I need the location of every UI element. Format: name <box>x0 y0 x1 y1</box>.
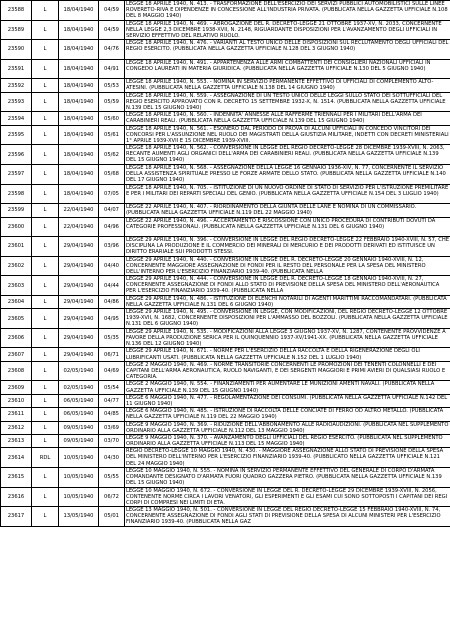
act-description: LEGGE 10 MAGGIO 1940, N. 672. - CONVERSIONE IN LEGGE DEL R. DECRETO-LEGGE 29 DICEMBRE 1939-XVIII, N. 2056, CONTENENTE NORME CIRCA I LAVORI VENATORI, GLI ESPERIMENTI E GLI ESAMI CUI SONO SOTTOPOSTI I CAPITANI DEI REGI CORPI DI COMPRESI NEI LIMITI DI ETA. <box>125 487 450 507</box>
act-code: 05/61 <box>99 125 125 145</box>
act-code: 03/69 <box>99 421 125 434</box>
act-type: L <box>32 40 59 60</box>
act-description: LEGGE 29 APRILE 1940, N. 486. - ISTITUZIONE DI ELENCHI NOTARILI DI AGENTI MARITTIMI RACCOMANDATARI. (PUBBLICATA NELLA GAZZETTA UFFICIALE N.131 DEL 6 GIUGNO 1940) <box>125 295 450 308</box>
act-description: LEGGE 22 APRILE 1940, N. 496. - ACCERTAMENTO E RISCOSSIONE CON UNICO PROCEDURA DI CONTRIBUTI DOVUTI DA CATEGORIE PROFESSIONALI. (PUBBLICATA NELLA GAZZETTA UFFICIALE N.131 DEL 6 GIUGNO 1940) <box>125 217 450 237</box>
act-code: 05/35 <box>99 328 125 348</box>
act-description: LEGGE 29 APRILE 1940, N. 535. - MODIFICAZIONI ALLA LEGGE 3 GIUGNO 1937-XV, N. 1287, CONTENENTE PROVVIDENZE A FAVORE DELLA PRODUZIONE SERICA PER IL QUINQUENNIO 1937-XV/1941-XX. (PUBBLICATA NELLA GAZZETTA UFFICIALE N.136 DEL 12 GIUGNO 1940) <box>125 328 450 348</box>
table-row <box>1 92 450 112</box>
entry-number: 23611 <box>1 408 32 421</box>
act-type: L <box>32 361 59 381</box>
act-code: 04/95 <box>99 309 125 329</box>
act-code: 04/91 <box>99 59 125 79</box>
act-type: L <box>32 92 59 112</box>
act-description: LEGGE 18 APRILE 1940, N. 568. - ASSEGNAZIONE DELLA LEGGE 16 GENNAIO 1936-XIV, N. 77, CONCERNENTE IL SERVIZIO DELLA ASSISTENZA SPIRITUALE PRESSO LE FORZE ARMATE DELLO STATO. (PUBBLICATA NELLA GAZZETTA UFFICIALE N.140 DEL 17 GIUGNO 1940) <box>125 164 450 184</box>
table-row <box>1 408 450 421</box>
table-row <box>1 184 450 204</box>
act-date: 18/04/1940 <box>59 125 99 145</box>
act-type: L <box>32 256 59 276</box>
act-description: LEGGE 22 APRILE 1940, N. 407. - RIORDINAMENTO DELLA GIUNTA DELLE LANE E NOMINA DI UN COMMISSARIO. (PUBBLICATA NELLA GAZZETTA UFFICIALE N.119 DEL 22 MAGGIO 1940) <box>125 204 450 217</box>
act-type: L <box>32 20 59 40</box>
entry-number: 23595 <box>1 125 32 145</box>
act-type: L <box>32 145 59 165</box>
act-code: 04/07 <box>99 204 125 217</box>
act-description: LEGGE 6 MAGGIO 1940, N. 485. - ISTRUZIONE DI RACCOLTA DELLE CONCIATE DI FERRO OD ALTRO METALLO. (PUBBLICATA NELLA GAZZETTA UFFICIALE N.119 DEL 22 MAGGIO 1940) <box>125 408 450 421</box>
act-type: L <box>32 79 59 92</box>
act-code: 07/05 <box>99 184 125 204</box>
act-type: L <box>32 507 59 527</box>
act-type: L <box>32 421 59 434</box>
act-code: 04/44 <box>99 276 125 296</box>
act-type: L <box>32 468 59 488</box>
act-description: LEGGE 10 MAGGIO 1940, N. 555. - NOMINA IN SERVIZIO PERMANENTE EFFETTIVO DEL GENERALE DI CORPO D'ARMATA COMANDANTE DESIGNATO D'ARMATA FUORI QUADRO GAZZERA PIETRO. (PUBBLICATA NELLA GAZZETTA UFFICIALE N.139 DEL 15 GIUGNO 1940) <box>125 468 450 488</box>
entry-number: 23600 <box>1 217 32 237</box>
entry-number: 23593 <box>1 92 32 112</box>
act-code: 06/71 <box>99 348 125 361</box>
act-type: L <box>32 276 59 296</box>
act-date: 29/04/1940 <box>59 295 99 308</box>
table-row <box>1 1 450 21</box>
act-type: L <box>32 164 59 184</box>
act-code: 05/59 <box>99 92 125 112</box>
act-description: LEGGE 29 APRILE 1940, N. 671. - NORME PER L'ESERCIZIO DELLA RACCOLTA E DELLA RIGENERAZIONE DEGLI OLI LUBRIFICANTI USATI. (PUBBLICATA NELLA GAZZETTA UFFICIALE N.152 DEL 1 LUGLIO 1940) <box>125 348 450 361</box>
act-description: LEGGE 18 APRILE 1940, N. 705. - ISTITUZIONE DI UN NUOVO ORDINE DI STATO DI SERVIZIO PER L'ISTRUZIONE PREMILITARE E PER I MILITARI DEI REPARTI SPECIALI DEL GENIO. (PUBBLICATA NELLA GAZZETTA UFFICIALE N.154 DEL 3 LUGLIO 1940) <box>125 184 450 204</box>
table-row <box>1 507 450 527</box>
act-code: 04/96 <box>99 217 125 237</box>
act-type: L <box>32 328 59 348</box>
act-description: LEGGE 18 APRILE 1940, N. 562. - CONVERSIONE IN LEGGE DEL REGIO DECRETO-LEGGE 28 DICEMBRE 1939-XVIII, N. 2063, RECANTE AUMENTI AGLI ORGANICI DELL'ARMA DEI CARABINIERI REALI. (PUBBLICATA NELLA GAZZETTA UFFICIALE N.139 DEL 15 GIUGNO 1940) <box>125 145 450 165</box>
entry-number: 23610 <box>1 394 32 407</box>
table-row <box>1 217 450 237</box>
entry-number: 23608 <box>1 361 32 381</box>
act-date: 09/05/1940 <box>59 421 99 434</box>
act-description: LEGGE 18 APRILE 1940, N. 413. - TRASFORMAZIONE DELL'ESERCIZIO DEI SERVIZI PUBBLICI AUTOMOBILISTICI SULLE LINEE ROVERETO-RIVA E DIPENDENZE IN CONCESSIONE ALL'INDUSTRIA PRIVATA. (PUBBLICATA NELLA GAZZETTA UFFICIALE N.108 DEL 8 MAGGIO 1940) <box>125 1 450 21</box>
entry-number: 23599 <box>1 204 32 217</box>
table-row <box>1 237 450 257</box>
act-date: 18/04/1940 <box>59 112 99 125</box>
act-date: 10/05/1940 <box>59 448 99 468</box>
entry-number: 23596 <box>1 145 32 165</box>
act-code: 04/77 <box>99 394 125 407</box>
act-type: L <box>32 237 59 257</box>
entry-number: 23590 <box>1 40 32 60</box>
act-description: LEGGE 29 APRILE 1940, N. 396. - CONVERSIONE IN LEGGE DEL REGIO DECRETO-LEGGE 22 FEBBRAIO 1940-XVIII, N. 57, CHE DISCIPLINA LA PRODUZIONE E IL COMMERCIO DEI MINERALI DI MERCURIO E DEI PRODOTTI DERIVATI ED ISTITUISCE UN DIRITTO ERARIALE SUI PRODOTTI STESSI. <box>126 237 450 256</box>
act-type: L <box>32 59 59 79</box>
entry-number: 23616 <box>1 487 32 507</box>
entry-number: 23605 <box>1 309 32 329</box>
table-row <box>1 448 450 468</box>
entry-number: 23613 <box>1 435 32 448</box>
act-type: L <box>32 295 59 308</box>
act-type: L <box>32 309 59 329</box>
table-row <box>1 204 450 217</box>
act-code: 03/70 <box>99 435 125 448</box>
act-type: L <box>32 435 59 448</box>
act-date: 18/04/1940 <box>59 40 99 60</box>
table-row <box>1 435 450 448</box>
table-row <box>1 164 450 184</box>
table-row <box>1 361 450 381</box>
act-code: 04/85 <box>99 408 125 421</box>
table-row <box>1 394 450 407</box>
act-type: L <box>32 217 59 237</box>
act-description: LEGGE 18 APRILE 1940, N. 476. - VARIANTI AL TESTO UNICO DELLE DISPOSIZIONI SUL RECLUTAMENTO DEGLI UFFICIALI DEL REGIO ESERCITO. (PUBBLICATA NELLA GAZZETTA UFFICIALE N.128 DEL 3 GIUGNO 1940) <box>125 40 450 60</box>
entry-number: 23601 <box>1 237 32 257</box>
act-type: L <box>32 1 59 21</box>
act-code: 04/76 <box>99 40 125 60</box>
act-date: 29/04/1940 <box>59 309 99 329</box>
table-row <box>1 309 450 329</box>
act-type: L <box>32 184 59 204</box>
act-code: 05/62 <box>99 145 125 165</box>
act-code: 04/59 <box>99 20 125 40</box>
act-date: 13/05/1940 <box>59 507 99 527</box>
entry-number: 23612 <box>1 421 32 434</box>
table-row <box>1 468 450 488</box>
act-date: 18/04/1940 <box>59 79 99 92</box>
table-row <box>1 487 450 507</box>
act-description: LEGGE 6 MAGGIO 1940, N. 477. - REGOLAMENTAZIONE DEI CONSUMI. (PUBBLICATA NELLA GAZZETTA UFFICIALE N.142 DEL 11 GIUGNO 1940) <box>125 394 450 407</box>
entry-number: 23609 <box>1 381 32 394</box>
table-row <box>1 348 450 361</box>
table-row <box>1 145 450 165</box>
act-type: L <box>32 487 59 507</box>
act-date: 18/04/1940 <box>59 92 99 112</box>
act-description: LEGGE 29 APRILE 1940, N. 440. - CONVERSIONE IN LEGGE DEL R. DECRETO-LEGGE 20 GENNAIO 1940-XVIII, N. 12, CONCERNENTE MAGGIORE ASSEGNAZIONE DI FONDI PER IL RESTO DEL PERSONALE PER LA SPESA DEL MINISTERO DELL'INTERNO PER L'ESERCIZIO FINANZIARIO 1939-40. (PUBBLICATA NELLA <box>125 256 450 276</box>
act-date: 18/04/1940 <box>59 20 99 40</box>
act-date: 18/04/1940 <box>59 145 99 165</box>
act-date: 29/04/1940 <box>59 256 99 276</box>
act-code: 06/72 <box>99 487 125 507</box>
entry-number: 23597 <box>1 164 32 184</box>
entry-number: 23594 <box>1 112 32 125</box>
act-type: L <box>32 408 59 421</box>
act-description: LEGGE 2 MAGGIO 1940, N. 554. - FINANZIAMENTI PER AUMENTARE LE MUNIZIONI AMENTI NAVALI. (PUBBLICATA NELLA GAZZETTA UFFICIALE N.139 DEL 15 GIUGNO 1940) <box>125 381 450 394</box>
act-code: 05/60 <box>99 112 125 125</box>
act-description: LEGGE 2 MAGGIO 1940, N. 469. - NORME TRANSITORIE CONCERNENTI LE PROMOZIONI DEI TENENTI COLONNELLI E DEI CAPITANI DELL'ARMA AERONAUTICA, RUOLO NAVIGANTI, E DEI SERGENTI MAGGIORI E PRIMI AVIERI DI QUALSIASI RUOLO E CATEGORIA. <box>125 361 450 381</box>
table-row <box>1 381 450 394</box>
act-date: 10/05/1940 <box>59 468 99 488</box>
act-code: 05/54 <box>99 381 125 394</box>
table-row <box>1 40 450 60</box>
act-date: 22/04/1940 <box>59 204 99 217</box>
act-date: 10/05/1940 <box>59 487 99 507</box>
act-description: LEGGE 18 APRILE 1940, N. 559. - ASSEGNAZIONE DI UN TESTO UNICO DELLE LEGGI SULLO STATO DEI SOTTUFFICIALI DEL REGIO ESERCITO APPROVATO CON R. DECRETO 15 SETTEMBRE 1932-X, N. 1514. (PUBBLICATA NELLA GAZZETTA UFFICIALE N.139 DEL 15 GIUGNO 1940) <box>125 92 450 112</box>
entry-number: 23588 <box>1 1 32 21</box>
act-description: LEGGE 18 APRILE 1940, N. 561. - ESONERO DAL PERIODO DI PROVA DI ALCUNI UFFICIALI IN CONCEDO VINCITORI DEI CONCORSI PER L'ASSUNZIONE NEL RUOLO DEI MAGISTRATI DELLA GIUSTIZIA MILITARE, INDETTI CON DECRETI MINISTERIALI 1° APRILE 1939-XVII E 15 DICEMBRE 1939-XVIII. <box>126 125 449 144</box>
table-row <box>1 295 450 308</box>
act-date: 06/05/1940 <box>59 394 99 407</box>
entry-number: 23615 <box>1 468 32 488</box>
legislation-rows <box>1 1 450 527</box>
act-type: L <box>32 125 59 145</box>
act-date: 18/04/1940 <box>59 184 99 204</box>
act-date: 09/05/1940 <box>59 435 99 448</box>
table-row <box>1 276 450 296</box>
act-date: 29/04/1940 <box>59 348 99 361</box>
act-code: 05/55 <box>99 468 125 488</box>
table-row <box>1 20 450 40</box>
entry-number: 23606 <box>1 328 32 348</box>
entry-number: 23602 <box>1 256 32 276</box>
act-description: REGIO DECRETO-LEGGE 10 MAGGIO 1940, N. 430. - MAGGIORE ASSEGNAZIONE ALLO STATO DI PREVISIONE DELLA SPESA DEL MINISTERO DELL'INTERNO PER L'ESERCIZIO FINANZIARIO 1939-40. (PUBBLICATO NELLA GAZZETTA UFFICIALE N.121 DEL 24 MAGGIO 1940) <box>125 448 450 468</box>
act-code: 04/69 <box>99 361 125 381</box>
entry-number: 23603 <box>1 276 32 296</box>
act-type: L <box>32 204 59 217</box>
act-description: LEGGE 29 APRILE 1940, N. 495. - CONVERSIONE IN LEGGE, CON MODIFICAZIONI, DEL REGIO DECRETO-LEGGE 12 OTTOBRE 1939-XVII, N. 1682, CONCERNENTE DISPOSIZIONI PER L'AMMASSO DEL BOZZOLI. (PUBBLICATA NELLA GAZZETTA UFFICIALE N.131 DEL 6 GIUGNO 1940) <box>125 309 450 329</box>
act-code: 05/01 <box>99 507 125 527</box>
act-date: 29/04/1940 <box>59 276 99 296</box>
table-row <box>1 79 450 92</box>
entry-number: 23598 <box>1 184 32 204</box>
act-code: 05/53 <box>99 79 125 92</box>
act-type: L <box>32 381 59 394</box>
entry-number: 23592 <box>1 79 32 92</box>
act-code: 03/96 <box>99 237 125 257</box>
act-description: LEGGE 9 MAGGIO 1940, N. 370. - AVANZAMENTO DEGLI UFFICIALI DEL REGIO ESERCITO. (PUBBLICATA NEL SUPPLEMENTO ORDINARIO ALLA GAZZETTA UFFICIALE N.113 DEL 15 MAGGIO 1940) <box>125 435 450 448</box>
act-description: LEGGE 18 APRILE 1940, N. 469. - ABROGAZIONE DEL R. DECRETO-LEGGE 21 OTTOBRE 1937-XV, N. 2033, CONCERNENTE NELLA LEGGE 2,3 DICEMBRE 1938-XVII, N. 2148, RIGUARDANTE DISPOSIZIONI PER L'AVANZAMENTO DEGLI UFFICIALI IN SERVIZIO EFFETTIVO DEL RELATIVO RUOLO. <box>125 20 450 40</box>
table-row <box>1 328 450 348</box>
act-date: 18/04/1940 <box>59 164 99 184</box>
act-description: LEGGE 18 APRILE 1940, N. 491. - APPARTENENZA ALLE ARMI COMBATTENTI DEI CONSIGLIERI NAZIONALI UFFICIALI IN CONGEDO LAUREATI IN MATERIA GIURIDICA. (PUBBLICATA NELLA GAZZETTA UFFICIALE N.130 DEL 5 GIUGNO 1940) <box>125 59 450 79</box>
act-code: 04/86 <box>99 295 125 308</box>
act-description: LEGGE 13 MAGGIO 1940, N. 501. - CONVERSIONE IN LEGGE DEL REGIO DECRETO-LEGGE 15 FEBBRAIO 1940-XVIII, N. 74, CONCERNENTE ASSEGNAZIONE DI FONDI AGLI STATI DI PREVISIONE DELLA SPESA DI ALCUNI MINISTERI PER L'ESERCIZIO FINANZIARIO 1939-40. (PUBBLICATA NELLA GAZ <box>125 507 450 527</box>
table-row <box>1 112 450 125</box>
act-date: 18/04/1940 <box>59 1 99 21</box>
table-row <box>1 256 450 276</box>
act-code: 04/59 <box>99 1 125 21</box>
entry-number: 23589 <box>1 20 32 40</box>
act-description: LEGGE 29 APRILE 1940, N. 444. - CONVERSIONE IN LEGGE DEL R. DECRETO-LEGGE 18 GENNAIO 1940-XVIII, N. 27, CONCERNENTE ASSEGNAZIONE DI FONDI ALLO STATO DI PREVISIONE DELLA SPESA DEL MINISTERO DELL'AERONAUTICA PER L'ESERCIZIO FINANZIARIO 1939-40. (PUBBLICATA NELLA <box>125 276 450 296</box>
entry-number: 23591 <box>1 59 32 79</box>
act-date: 06/05/1940 <box>59 408 99 421</box>
entry-number: 23617 <box>1 507 32 527</box>
entry-number: 23604 <box>1 295 32 308</box>
table-row <box>1 59 450 79</box>
act-date: 02/05/1940 <box>59 381 99 394</box>
act-code: 05/68 <box>99 164 125 184</box>
act-date: 18/04/1940 <box>59 59 99 79</box>
act-code: 04/40 <box>99 256 125 276</box>
act-date: 02/05/1940 <box>59 361 99 381</box>
table-row <box>1 125 450 145</box>
act-description: LEGGE 18 APRILE 1940, N. 560. - INDENNITA' ANNESSE ALLE RAFFERME TRIENNALI PER I MILITARI DELL'ARMA DEI CARABINIERI REALI. (PUBBLICATA NELLA GAZZETTA UFFICIALE N.139 DEL 15 GIUGNO 1940) <box>125 112 450 125</box>
entry-number: 23614 <box>1 448 32 468</box>
entry-number: 23607 <box>1 348 32 361</box>
act-type: RDL <box>32 448 59 468</box>
act-description: LEGGE 9 MAGGIO 1940, N. 369. - RIDUZIONE DELL'ABBONAMENTO ALLE RADIOAUDIZIONI. (PUBBLICATA NEL SUPPLEMENTO ORDINARIO ALLA GAZZETTA UFFICIALE N.112 DEL 13 MAGGIO 1940) <box>125 421 450 434</box>
table-row <box>1 421 450 434</box>
act-date: 29/04/1940 <box>59 237 99 257</box>
act-date: 22/04/1940 <box>59 217 99 237</box>
act-description: LEGGE 18 APRILE 1940, N. 553. - NOMINA IN SERVIZIO PERMANENTE EFFETTIVO DI UFFICIALI DI COMPLEMENTO ALTO-ATESINI. (PUBBLICATA NELLA GAZZETTA UFFICIALE N.138 DEL 14 GIUGNO 1940) <box>125 79 450 92</box>
act-type: L <box>32 112 59 125</box>
act-type: L <box>32 394 59 407</box>
act-code: 04/30 <box>99 448 125 468</box>
act-type: L <box>32 348 59 361</box>
act-date: 29/04/1940 <box>59 328 99 348</box>
